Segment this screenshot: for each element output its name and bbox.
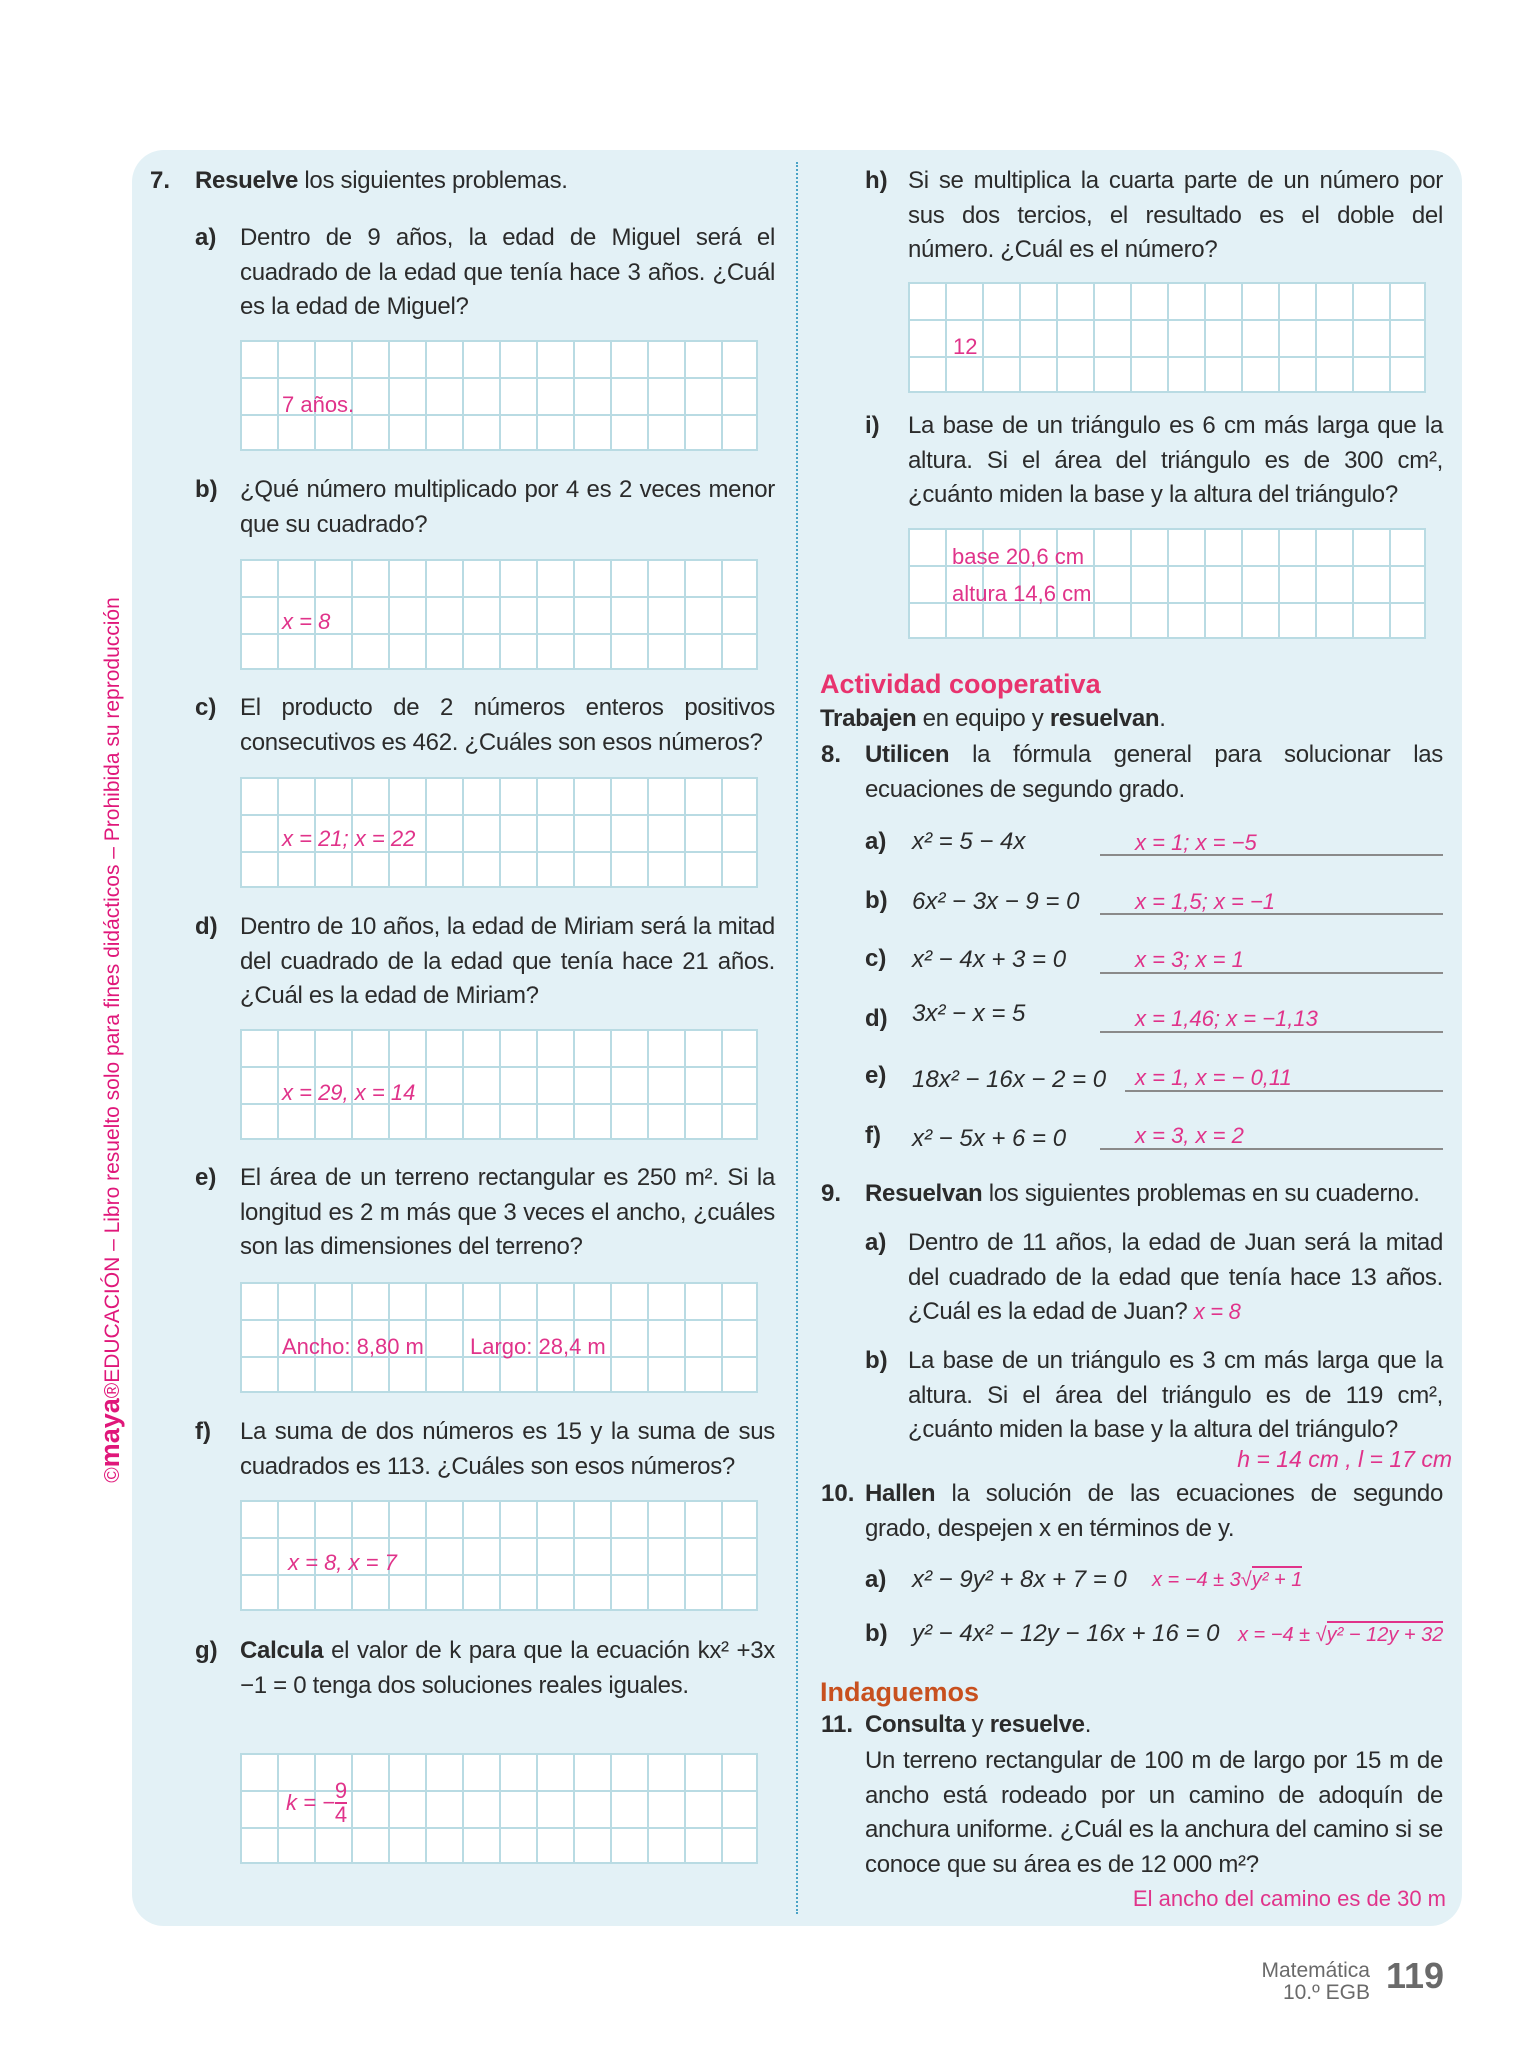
instruction-text: la fórmula general para solucionar las ecuaciones de segundo grado. [865, 741, 1443, 803]
answer: x = 3, x = 2 [1135, 1123, 1244, 1148]
answer: Largo: 28,4 m [470, 1334, 606, 1359]
item-label: c) [195, 694, 217, 721]
equation: x² − 5x + 6 = 0 [912, 1125, 1067, 1152]
bold-word: resuelvan [1049, 705, 1160, 732]
equation: x² − 9y² + 8x + 7 = 0 [912, 1566, 1127, 1593]
item-label: b) [865, 1347, 888, 1374]
item-label: b) [865, 887, 888, 914]
item-label: f) [865, 1122, 881, 1149]
answer: x = 1,5; x = −1 [1135, 889, 1276, 914]
copyright-symbol: © [101, 1467, 124, 1483]
item-text: Si se multiplica la cuarta parte de un número por sus dos tercios, el resultado es el doble del número. ¿Cuál es el número? [908, 167, 1443, 263]
equation: 6x² − 3x − 9 = 0 [912, 888, 1080, 915]
grade: 10.º EGB [1282, 1981, 1370, 2004]
item-text-body: Dentro de 11 años, la edad de Juan será la mitad del cuadrado de la edad que tenía hace 13 años. ¿Cuál es la edad de Juan? [908, 1229, 1443, 1325]
item-label: a) [865, 1566, 887, 1593]
item-text: La base de un triángulo es 6 cm más larga que la altura. Si el área del triángulo es de 300 cm², ¿cuánto miden la base y la altura del triángulo? [908, 412, 1443, 508]
answer: x = 21; x = 22 [282, 826, 416, 851]
section-title-indaguemos: Indaguemos [820, 1677, 980, 1707]
problem-8-instruction [865, 738, 1443, 807]
answer-prefix: x = −4 ± 3√ [1152, 1569, 1252, 1591]
item-label: g) [195, 1637, 218, 1664]
instruction-text: la solución de las ecuaciones de segundo grado, despejen x en términos de y. [865, 1480, 1443, 1542]
problem-11-instruction [865, 1708, 1091, 1743]
answer: Ancho: 8,80 m [282, 1334, 424, 1359]
answer: x = 8 [1193, 1299, 1241, 1324]
coop-instruction [820, 702, 1166, 737]
answer: x = 3; x = 1 [1135, 947, 1244, 972]
equation: 18x² − 16x − 2 = 0 [912, 1066, 1107, 1093]
instruction-text: los siguientes problemas. [298, 167, 568, 194]
instruction-verb: Calcula [240, 1637, 324, 1664]
instruction-verb: Utilicen [865, 741, 950, 768]
item-text: El área de un terreno rectangular es 250 m². Si la longitud es 2 m más que 3 veces el ancho, ¿cuáles son las dimensiones del terreno? [240, 1164, 775, 1260]
numerator: 9 [334, 1778, 348, 1803]
item-label: i) [865, 412, 880, 439]
item-label: c) [865, 945, 887, 972]
answer: El ancho del camino es de 30 m [1132, 1886, 1446, 1911]
equation: x² − 4x + 3 = 0 [912, 946, 1067, 973]
item-text: Dentro de 10 años, la edad de Miriam será la mitad del cuadrado de la edad que tenía hace 21 años. ¿Cuál es la edad de Miriam? [240, 913, 775, 1009]
problem-number: 7. [150, 167, 171, 194]
copyright-notice [95, 565, 125, 1515]
bold-word: resuelve [989, 1711, 1085, 1738]
answer: x = 1, x = − 0,11 [1135, 1065, 1292, 1090]
problem-10-instruction [865, 1477, 1443, 1546]
footer-subject [1261, 1960, 1370, 2004]
page-number: 119 [1386, 1955, 1445, 1996]
instruction-verb: Resuelvan [865, 1180, 983, 1207]
item-text: La suma de dos números es 15 y la suma de sus cuadrados es 113. ¿Cuáles son esos números? [240, 1418, 775, 1480]
answer: x = 8, x = 7 [288, 1550, 397, 1575]
item-label: b) [195, 476, 218, 503]
answer: x = 8 [282, 609, 331, 634]
problem-number: 11. [821, 1711, 854, 1738]
radicand: y² − 12y + 32 [1327, 1621, 1444, 1646]
radicand: y² + 1 [1252, 1566, 1303, 1591]
answer [1152, 1566, 1302, 1594]
answer-prefix: k = − [286, 1790, 335, 1815]
item-label: f) [195, 1418, 211, 1445]
item-text: El producto de 2 números enteros positivos consecutivos es 462. ¿Cuáles son esos números? [240, 694, 775, 756]
item-text [240, 1634, 775, 1703]
item-text: La base de un triángulo es 3 cm más larga que la altura. Si el área del triángulo es de 119 cm², ¿cuánto miden la base y la altura del triángulo? [908, 1347, 1443, 1443]
answer-prefix: x = −4 ± √ [1238, 1624, 1327, 1646]
item-label: a) [195, 224, 217, 251]
item-label: d) [865, 1005, 888, 1032]
text: y [965, 1711, 990, 1738]
item-text: Un terreno rectangular de 100 m de largo por 15 m de ancho está rodeado por un camino de adoquín de anchura uniforme. ¿Cuál es la anchura del camino si se conoce que su área es de 12 000 m²? [865, 1747, 1443, 1878]
bold-word: Trabajen [820, 705, 917, 732]
problem-number: 8. [821, 741, 842, 768]
answer-grid[interactable] [908, 282, 1426, 393]
brand-logo: maya [95, 1398, 125, 1468]
fraction [335, 1780, 347, 1826]
instruction-verb: Hallen [865, 1480, 936, 1507]
notice-text: ®EDUCACIÓN – Libro resuelto solo para fines didácticos – Prohibida su reproducción [101, 597, 124, 1399]
item-label: h) [865, 167, 888, 194]
item-label: d) [195, 913, 218, 940]
item-label: e) [195, 1164, 217, 1191]
instruction-text: los siguientes problemas en su cuaderno. [982, 1180, 1420, 1207]
column-divider [796, 162, 798, 1914]
answer [286, 1780, 347, 1826]
problem-9-instruction [865, 1177, 1420, 1212]
problem-number: 10. [821, 1480, 855, 1507]
item-label: a) [865, 828, 887, 855]
text: . [1084, 1711, 1092, 1738]
item-label: e) [865, 1062, 887, 1089]
section-title-cooperativa: Actividad cooperativa [820, 669, 1101, 699]
problem-7-instruction [195, 164, 568, 199]
equation: x² = 5 − 4x [912, 828, 1026, 855]
answer: altura 14,6 cm [952, 581, 1092, 606]
text: . [1159, 705, 1166, 732]
answer [1238, 1621, 1443, 1649]
item-text-rest: el valor de k para que la ecuación kx² +3x −1 = 0 tenga dos soluciones reales iguales. [240, 1637, 775, 1699]
item-label: b) [865, 1620, 888, 1647]
answer: x = 1,46; x = −1,13 [1135, 1006, 1318, 1031]
answer: base 20,6 cm [952, 544, 1085, 569]
problem-number: 9. [821, 1180, 842, 1207]
equation: y² − 4x² − 12y − 16x + 16 = 0 [912, 1620, 1220, 1647]
item-text: ¿Qué número multiplicado por 4 es 2 veces menor que su cuadrado? [240, 476, 775, 538]
text: en equipo y [916, 705, 1050, 732]
denominator: 4 [334, 1802, 348, 1827]
answer: x = 1; x = −5 [1135, 830, 1257, 855]
bold-word: Consulta [865, 1711, 966, 1738]
item-label: a) [865, 1229, 887, 1256]
answer: x = 29, x = 14 [282, 1080, 416, 1105]
answer: h = 14 cm , l = 17 cm [1237, 1446, 1452, 1472]
item-text [908, 1226, 1443, 1330]
instruction-verb: Resuelve [195, 167, 298, 194]
answer: 12 [953, 334, 978, 359]
equation: 3x² − x = 5 [912, 1000, 1026, 1027]
subject: Matemática [1261, 1959, 1370, 1982]
item-text: Dentro de 9 años, la edad de Miguel será el cuadrado de la edad que tenía hace 3 años. ¿Cuál es la edad de Miguel? [240, 224, 775, 320]
answer: 7 años. [282, 392, 355, 417]
